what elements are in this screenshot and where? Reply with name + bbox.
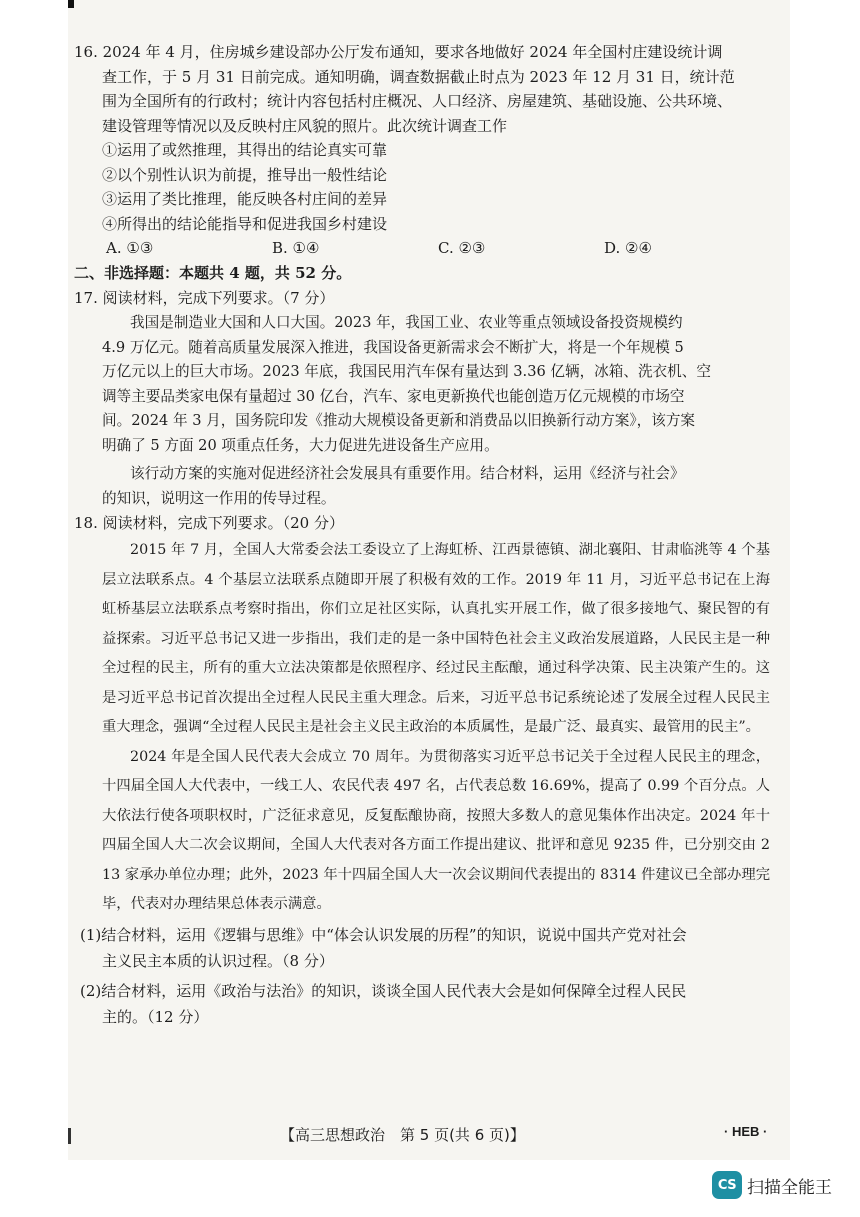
q18-sub2-line: 主的。（12 分） (102, 1007, 209, 1026)
q17-material-line: 我国是制造业大国和人口大国。2023 年，我国工业、农业等重点领域设备投资规模约 (130, 314, 683, 331)
q16-line: 建设管理等情况以及反映村庄风貌的照片。此次统计调查工作 (102, 116, 508, 135)
q18-sub1-line: (1)结合材料，运用《逻辑与思维》中“体会认识发展的历程”的知识，说说中国共产党对社会 (80, 925, 687, 944)
footer-code: · HEB · (724, 1124, 768, 1139)
q16-choices (80, 236, 770, 260)
q16-line: 查工作，于 5 月 31 日前完成。通知明确，调查数据截止时点为 2023 年 12 月 31 日，统计范 (102, 67, 735, 86)
choice-d: D. ②④ (604, 239, 652, 257)
question-16 (74, 40, 770, 260)
q17-title: 17. 阅读材料，完成下列要求。（7 分） (74, 289, 335, 307)
q16-option: ④所得出的结论能指导和促进我国乡村建设 (102, 214, 388, 233)
page-footer: 【高三思想政治 第 5 页(共 6 页)】 (280, 1126, 525, 1144)
choice-a: A. ①③ (106, 239, 154, 257)
q17-question-line: 的知识，说明这一作用的传导过程。 (102, 489, 336, 507)
question-18 (74, 511, 770, 1030)
q17-material-line: 4.9 万亿元。随着高质量发展深入推进，我国设备更新需求会不断扩大，将是一个年规模 5 (102, 338, 684, 356)
q17-question-line: 该行动方案的实施对促进经济社会发展具有重要作用。结合材料，运用《经济与社会》 (130, 465, 685, 482)
q16-option: ③运用了类比推理，能反映各村庄间的差异 (102, 190, 388, 208)
q17-material-line: 间。2024 年 3 月，国务院印发《推动大规模设备更新和消费品以旧换新行动方案》，该方案 (102, 412, 696, 429)
page-content (74, 40, 770, 1030)
choice-b: B. ①④ (272, 239, 320, 257)
q18-material-paragraph: 2015 年 7 月，全国人大常委会法工委设立了上海虹桥、江西景德镇、湖北襄阳、甘肃临洮等 4 个基层立法联系点。4 个基层立法联系点随即开展了积极有效的工作。2019 年 11 月，习近平总书记在上海虹桥基层立法联系点考察时指出，你们立足社区实际，认真扎实开展工作，做了很多接地气、聚民智的有益探索。习近平总书记又进一步指出，我们走的是一条中国特色社会主义政治发展道路，人民民主是一种全过程的民主，所有的重大立法决策都是依照程序、经过民主酝酿，通过科学决策、民主决策产生的。这是习近平总书记首次提出全过程人民民主重大理念。后来，习近平总书记系统论述了发展全过程人民民主重大理念，强调“全过程人民民主是社会主义民主政治的本质属性，是最广泛、最真实、最管用的民主”。 (102, 542, 770, 735)
section-heading: 二、非选择题：本题共 4 题，共 52 分。 (74, 264, 352, 282)
q18-sub2-line: (2)结合材料，运用《政治与法治》的知识，谈谈全国人民代表大会是如何保障全过程人民民 (80, 981, 687, 1000)
q17-material-line: 调等主要品类家电保有量超过 30 亿台，汽车、家电更新换代也能创造万亿元规模的市场空 (102, 387, 685, 405)
question-17 (74, 286, 770, 511)
choice-c: C. ②③ (438, 239, 486, 257)
q16-option: ②以个别性认识为前提，推导出一般性结论 (102, 165, 388, 184)
q18-title: 18. 阅读材料，完成下列要求。（20 分） (74, 514, 344, 532)
camscanner-logo-icon: CS (712, 1171, 742, 1199)
q16-line: 围为全国所有的行政村；统计内容包括村庄概况、人口经济、房屋建筑、基础设施、公共环境、 (102, 92, 733, 110)
scanner-watermark (712, 1171, 832, 1199)
scan-edge-mark (68, 1128, 71, 1144)
watermark-text: 扫描全能王 (747, 1177, 832, 1198)
q18-sub1-line: 主义民主本质的认识过程。（8 分） (102, 951, 334, 970)
q16-line: 16. 2024 年 4 月，住房城乡建设部办公厅发布通知，要求各地做好 2024 年全国村庄建设统计调 (74, 43, 723, 61)
q16-option: ①运用了或然推理，其得出的结论真实可靠 (102, 141, 388, 159)
q17-material-line: 明确了 5 方面 20 项重点任务，大力促进先进设备生产应用。 (102, 436, 499, 454)
q17-material-line: 万亿元以上的巨大市场。2023 年底，我国民用汽车保有量达到 3.36 亿辆，冰箱、洗衣机、空 (102, 363, 711, 380)
scan-edge-mark (68, 0, 74, 8)
q18-material-paragraph: 2024 年是全国人民代表大会成立 70 周年。为贯彻落实习近平总书记关于全过程人民民主的理念，十四届全国人大代表中，一线工人、农民代表 497 名，占代表总数 16.69%，提高了 0.99 个百分点。人大依法行使各项职权时，广泛征求意见，反复酝酿协商，按照大多数人的意见集体作出决定。2024 年十四届全国人大二次会议期间，全国人大代表对各方面工作提出建议、批评和意见 9235 件，已分别交由 213 家承办单位办理；此外，2023 年十四届全国人大一次会议期间代表提出的 8314 件建议已全部办理完毕，代表对办理结果总体表示满意。 (102, 748, 770, 912)
